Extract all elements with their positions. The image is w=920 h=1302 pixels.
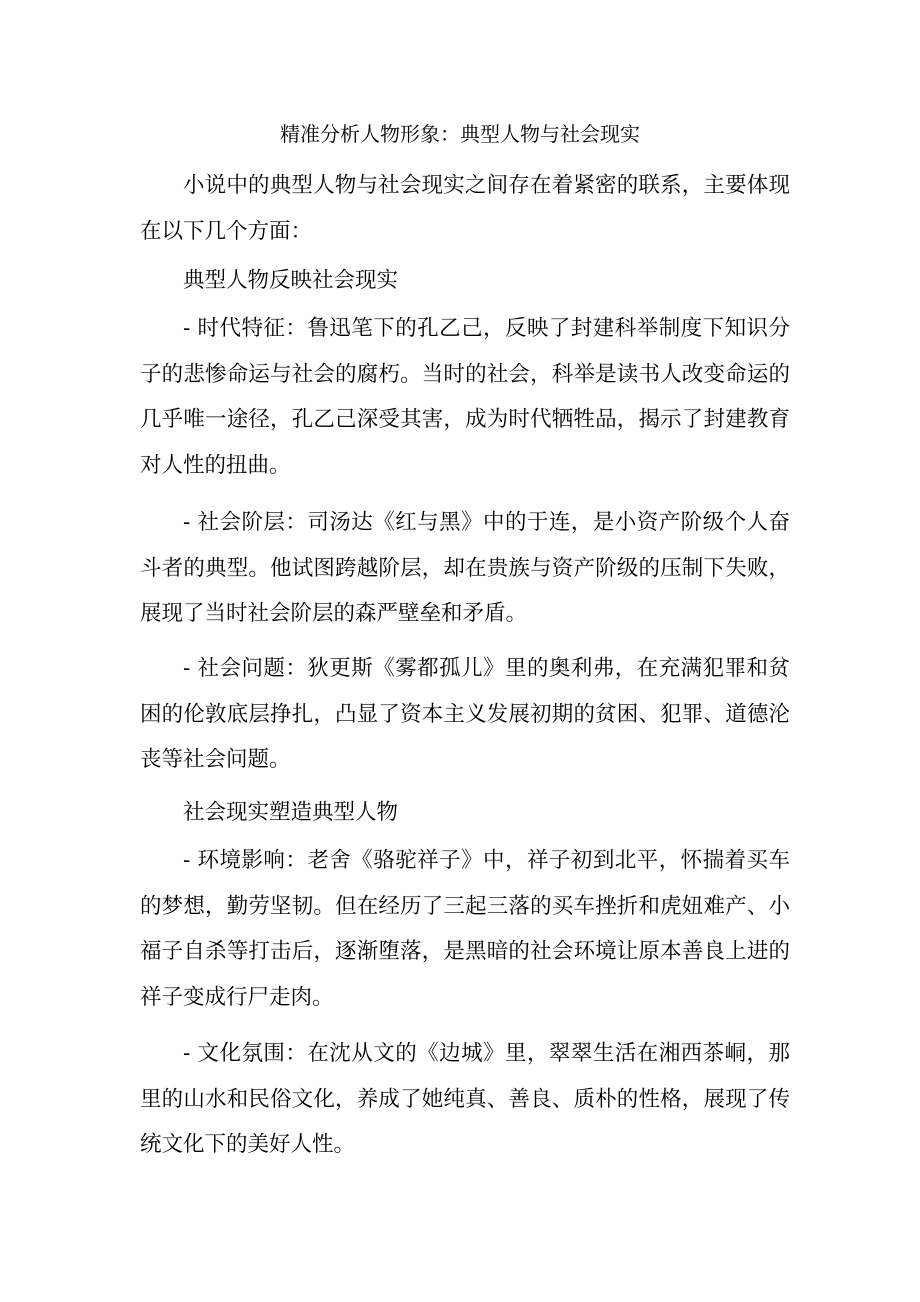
paragraph-cultural-atmosphere: - 文化氛围：在沈从文的《边城》里，翠翠生活在湘西茶峒，那里的山水和民俗文化，养成了她纯真、善良、质朴的性格，展现了传统文化下的美好人性。 (140, 1041, 790, 1157)
document-title: 精准分析人物形象：典型人物与社会现实 (280, 122, 640, 146)
section-heading-shape-characters: 社会现实塑造典型人物 (183, 800, 399, 825)
paragraph-social-class: - 社会阶层：司汤达《红与黑》中的于连，是小资产阶级个人奋斗者的典型。他试图跨越阶层，却在贵族与资产阶级的压制下失败，展现了当时社会阶层的森严壁垒和矛盾。 (140, 510, 790, 626)
intro-paragraph: 小说中的典型人物与社会现实之间存在着紧密的联系，主要体现在以下几个方面： (140, 173, 790, 244)
paragraph-environment-influence: - 环境影响：老舍《骆驼祥子》中，祥子初到北平，怀揣着买车的梦想，勤劳坚韧。但在经历了三起三落的买车挫折和虎妞难产、小福子自杀等打击后，逐渐堕落，是黑暗的社会环境让原本善良上进的祥子变成行尸走肉。 (140, 848, 790, 1010)
section-heading-reflect-reality: 典型人物反映社会现实 (183, 268, 399, 293)
paragraph-social-problems: - 社会问题：狄更斯《雾都孤儿》里的奥利弗，在充满犯罪和贫困的伦敦底层挣扎，凸显了资本主义发展初期的贫困、犯罪、道德沦丧等社会问题。 (140, 656, 790, 772)
paragraph-era-features: - 时代特征：鲁迅笔下的孔乙己，反映了封建科举制度下知识分子的悲惨命运与社会的腐朽。当时的社会，科举是读书人改变命运的几乎唯一途径，孔乙己深受其害，成为时代牺牲品，揭示了封建教育对人性的扭曲。 (140, 316, 790, 478)
